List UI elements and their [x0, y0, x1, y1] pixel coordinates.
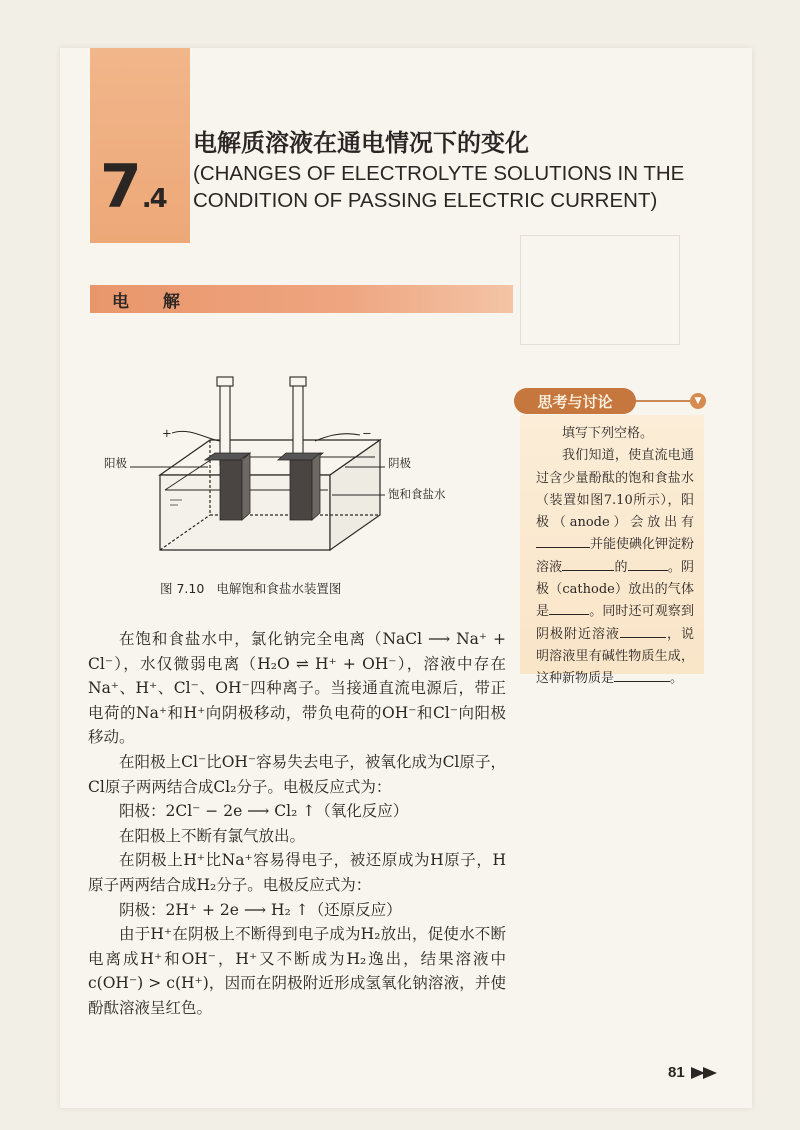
section-number: [100, 152, 166, 222]
cathode-equation: 阴极：2H⁺ + 2e ⟶ H₂ ↑（还原反应）: [119, 900, 402, 919]
body-paragraph-1: 在饱和食盐水中，氯化钠完全电离（NaCl ⟶ Na⁺ + Cl⁻），水仅微弱电离（H₂O ⇌ H⁺ + OH⁻），溶液中存在Na⁺、H⁺、Cl⁻、OH⁻四种离子。当接通直流电源后，带正电荷的Na⁺和H⁺向阴极移动，带负电荷的OH⁻和Cl⁻向阳极移动。: [88, 630, 506, 747]
subsection-heading: 电 解: [112, 291, 194, 312]
think-text-5: 。同时还可观察到阴极附近溶液: [536, 604, 694, 642]
fill-blank-4[interactable]: [549, 601, 589, 615]
fill-blank-1[interactable]: [536, 534, 590, 548]
think-text-3: 的: [614, 559, 628, 575]
page-number: 81: [668, 1064, 685, 1081]
section-title-cn: 电解质溶液在通电情况下的变化: [193, 129, 529, 157]
section-title-en: (CHANGES OF ELECTROLYTE SOLUTIONS IN THE CONDITION OF PASSING ELECTRIC CURRENT): [193, 162, 685, 212]
subsection-heading-bar: [90, 285, 513, 313]
figure-caption-number: 图 7.10: [160, 581, 205, 596]
fill-blank-3[interactable]: [628, 557, 668, 571]
anode-equation: 阳极：2Cl⁻ − 2e ⟶ Cl₂ ↑（氧化反应）: [119, 802, 409, 821]
chevron-down-icon: ▼: [690, 393, 706, 409]
body-paragraph-2: 在阳极上Cl⁻比OH⁻容易失去电子，被氧化成为Cl原子，Cl原子两两结合成Cl₂分子。电极反应式为：: [88, 752, 506, 796]
figure-caption: [160, 579, 341, 597]
minus-sign: −: [362, 426, 372, 440]
next-page-arrows-icon: [691, 1066, 727, 1080]
section-minor: .4: [141, 184, 166, 214]
electrolysis-figure: [104, 365, 490, 590]
think-text-7: 。: [670, 671, 684, 687]
think-tab-rule: [632, 400, 694, 402]
think-intro: 填写下列空格。: [562, 426, 654, 441]
think-text-1: 我们知道，使直流电通过含少量酚酞的饱和食盐水（装置如图7.10所示），阳极（anode）会放出有: [536, 448, 694, 531]
solution-label: 饱和食盐水: [388, 487, 446, 501]
bleed-through-area: [520, 235, 690, 355]
think-text-6: ，说明溶液里有碱性物质生成，这种新物质是: [536, 626, 694, 687]
fill-blank-5[interactable]: [620, 624, 666, 638]
think-text-2: 并能使碘化钾淀粉溶液: [536, 537, 695, 575]
fill-blank-2[interactable]: [562, 557, 614, 571]
anode-label: 阳极: [104, 456, 127, 470]
think-discuss-box: [514, 388, 704, 687]
body-paragraph-3: 在阳极上不断有氯气放出。: [119, 826, 306, 845]
body-text: [88, 627, 506, 1021]
think-discuss-tab: [514, 388, 636, 414]
think-text-4: 。阴极（cathode）放出的气体是: [536, 559, 694, 620]
body-paragraph-5: 由于H⁺在阴极上不断得到电子成为H₂放出，促使水不断电离成H⁺和OH⁻，H⁺又不断成为H₂逸出，结果溶液中c(OH⁻) > c(H⁺)，因而在阴极附近形成氢氧化钠溶液，并使酚酞溶液呈红色。: [88, 925, 506, 1017]
electrolysis-apparatus-diagram: [104, 365, 490, 590]
cathode-label: 阴极: [388, 456, 411, 470]
section-major: 7: [100, 152, 140, 222]
fill-blank-6[interactable]: [614, 668, 670, 682]
think-discuss-body: [520, 415, 704, 687]
think-discuss-title: 思考与讨论: [537, 392, 613, 411]
plus-sign: +: [162, 426, 172, 440]
think-question: [536, 445, 694, 690]
figure-caption-text: 电解饱和食盐水装置图: [216, 581, 342, 596]
anode-wire: [172, 431, 220, 441]
body-paragraph-4: 在阴极上H⁺比Na⁺容易得电子，被还原成为H原子，H原子两两结合成H₂分子。电极反应式为：: [88, 851, 506, 894]
